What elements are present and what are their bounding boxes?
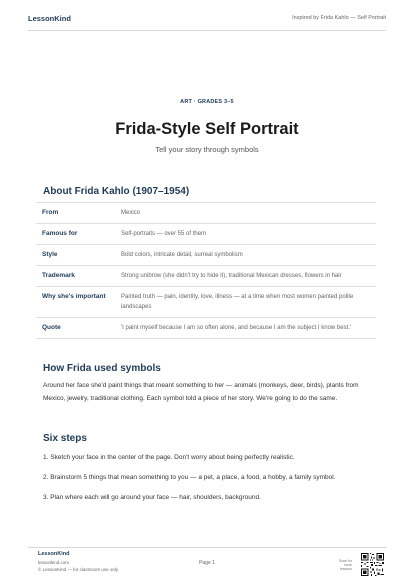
fact-value: Bold colors, intricate detail, surreal symbolism [115, 245, 376, 266]
footer-site-link[interactable]: lessonkind.com [38, 560, 70, 565]
list-item: 1. Sketch your face in the center of the page. Don't worry about being perfectly realistic. [43, 454, 295, 461]
page-footer [28, 547, 386, 576]
footer-copyright: © LessonKind — for classroom use only [38, 567, 119, 572]
page-subtitle: Tell your story through symbols [155, 145, 259, 154]
fact-value: Self-portraits — over 55 of them [115, 224, 376, 245]
list-item: 3. Plan where each will go around your face — hair, shoulders, background. [43, 494, 261, 501]
fact-label: Quote [36, 318, 115, 339]
table-row [36, 203, 376, 224]
fact-value: Painted truth — pain, identity, love, illness — at a time when most women painted polite landscapes [115, 287, 376, 318]
fact-label: Famous for [36, 224, 115, 245]
fact-value: 'I paint myself because I am so often alone, and because I am the subject I know best.' [115, 318, 376, 339]
list-item: 2. Brainstorm 5 things that mean something to you — a pet, a place, a food, a hobby, a family symbol. [43, 474, 336, 481]
about-facts-table [36, 202, 376, 339]
page-number: Page 1 [199, 560, 215, 566]
fact-label: Trademark [36, 266, 115, 287]
table-row [36, 224, 376, 245]
about-heading: About Frida Kahlo (1907–1954) [43, 186, 190, 197]
symbols-heading: How Frida used symbols [43, 363, 161, 374]
fact-label: Why she's important [36, 287, 115, 318]
table-row [36, 287, 376, 318]
scan-caption: Scan for more lessons [338, 559, 352, 571]
steps-heading: Six steps [43, 433, 87, 444]
table-row [36, 245, 376, 266]
fact-label: Style [36, 245, 115, 266]
header-subtitle: Inspired by Frida Kahlo — Self Portrait [292, 15, 386, 21]
brand-logo[interactable]: LessonKind [28, 14, 71, 23]
symbols-paragraph: Around her face she'd paint things that meant something to her — animals (monkeys, deer, birds), plants from Mexico, jewelry, traditional clothing. Each symbol told a piece of her story. We're going to do the same. [43, 382, 359, 402]
qr-code-icon[interactable] [361, 553, 384, 576]
subject-grade-label: ART · GRADES 3–5 [180, 99, 234, 105]
page-title: Frida-Style Self Portrait [115, 120, 299, 138]
fact-label: From [36, 203, 115, 224]
fact-value: Mexico [115, 203, 376, 224]
table-row [36, 318, 376, 339]
page-header [28, 14, 386, 31]
fact-value: Strong unibrow (she didn't try to hide it), traditional Mexican dresses, flowers in hair [115, 266, 376, 287]
steps-list [43, 449, 373, 509]
table-row [36, 266, 376, 287]
footer-brand: LessonKind [38, 551, 70, 557]
